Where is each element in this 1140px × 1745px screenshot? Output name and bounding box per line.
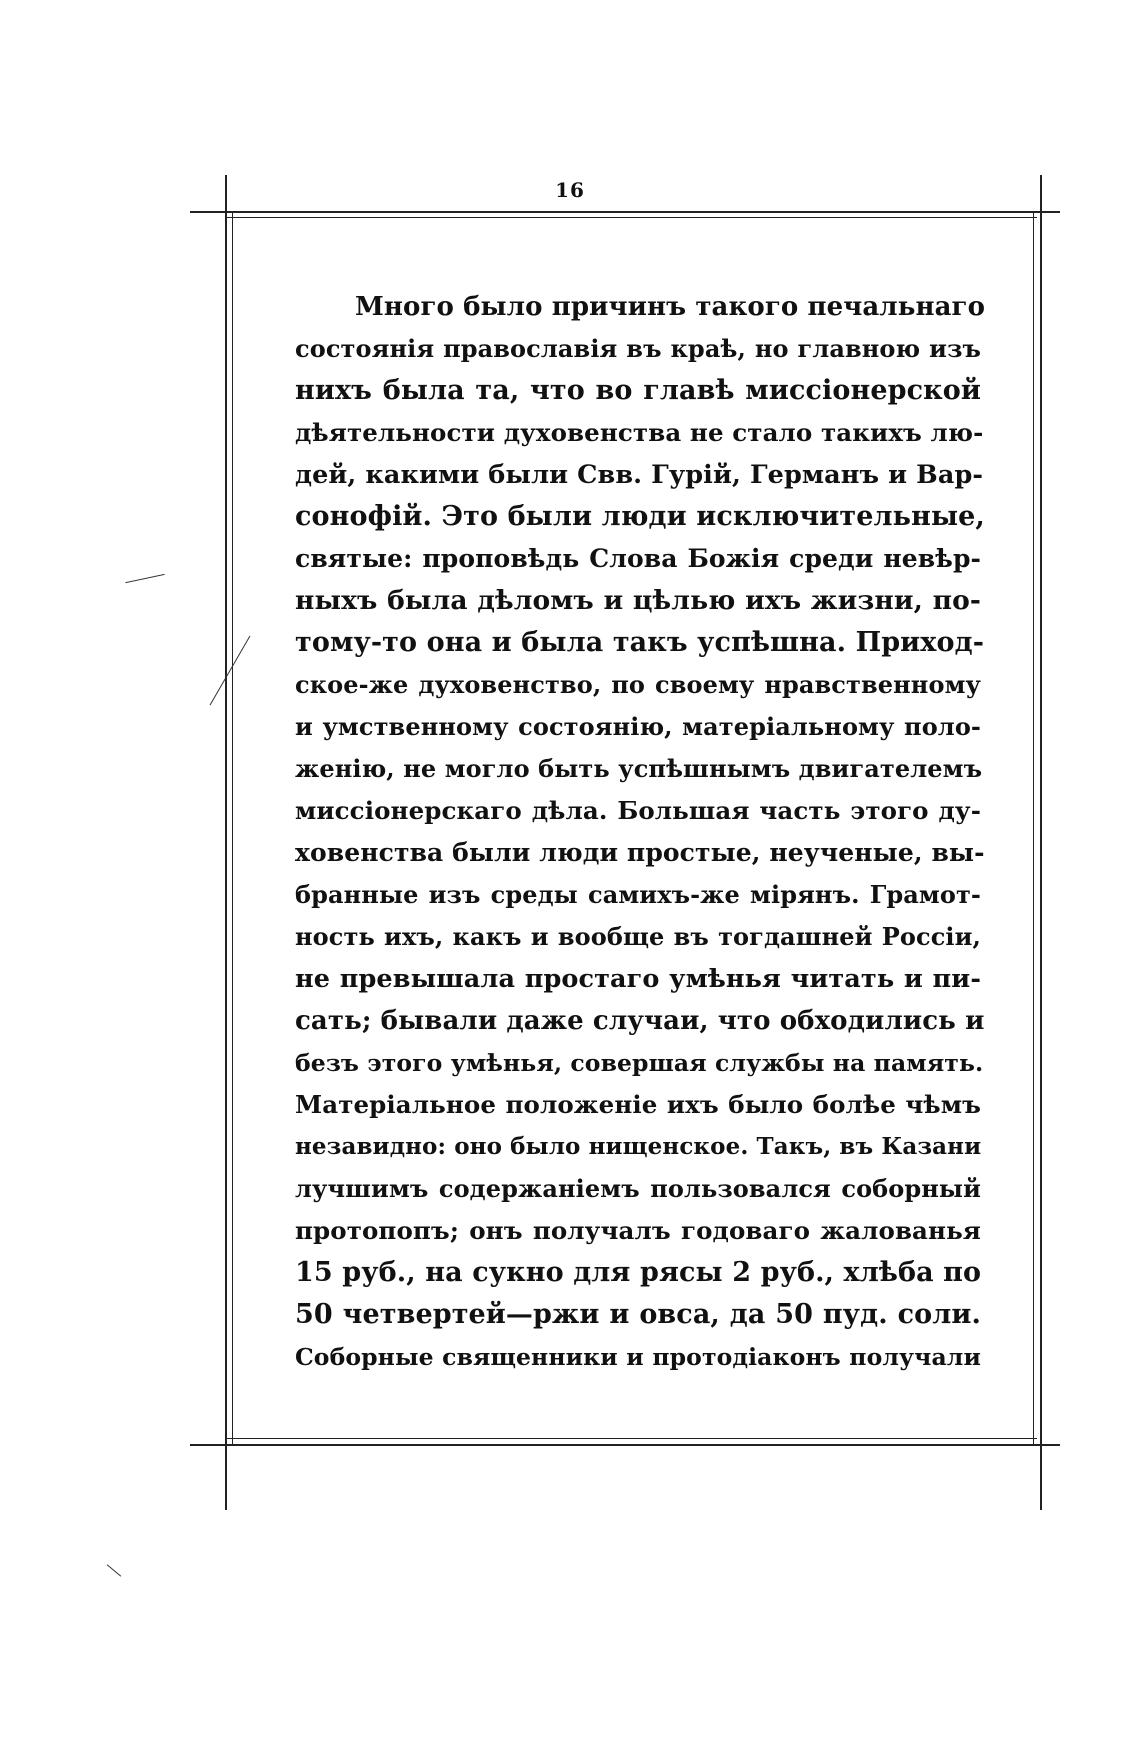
- text-line: протопопъ; онъ получалъ годоваго жалованья: [295, 1216, 981, 1245]
- body-text: [295, 286, 986, 1378]
- text-line: бранные изъ среды самихъ-же мірянъ. Грамот-: [295, 880, 981, 909]
- text-line: Много было причинъ такого печальнаго: [355, 292, 986, 322]
- text-line: 50 четвертей—ржи и овса, да 50 пуд. соли.: [295, 1299, 981, 1330]
- left-rule-outer: [225, 175, 227, 1510]
- right-rule-outer: [1040, 175, 1042, 1510]
- text-line: тому-то она и была такъ успѣшна. Приход-: [295, 627, 985, 658]
- pencil-mark-lower: [107, 1564, 121, 1576]
- left-rule-inner: [232, 211, 233, 1444]
- pencil-mark-diagonal: [210, 636, 251, 706]
- text-line: 15 руб., на сукно для рясы 2 руб., хлѣба по: [295, 1257, 982, 1288]
- text-line: лучшимъ содержаніемъ пользовался соборный: [295, 1174, 981, 1203]
- text-line: незавидно: оно было нищенское. Такъ, въ Казани: [295, 1133, 982, 1160]
- text-line: безъ этого умѣнья, совершая службы на память.: [295, 1049, 984, 1077]
- bottom-rule-outer: [190, 1444, 1060, 1446]
- top-rule-inner: [225, 217, 1037, 218]
- text-line: женію, не могло быть успѣшнымъ двигателемъ: [295, 754, 983, 783]
- text-line: не превышала простаго умѣнья читать и пи-: [295, 964, 981, 994]
- text-line: состоянія православія въ краѣ, но главною изъ: [295, 334, 981, 363]
- text-line: сать; бывали даже случаи, что обходились и: [295, 1006, 985, 1036]
- right-rule-inner: [1033, 211, 1034, 1444]
- text-line: Матеріальное положеніе ихъ было болѣе чѣмъ: [295, 1090, 981, 1119]
- top-rule-outer: [190, 211, 1060, 213]
- bottom-rule-inner: [225, 1438, 1037, 1439]
- text-line: Соборные священники и протодіаконъ получали: [295, 1343, 981, 1371]
- text-line: дей, какими были Свв. Гурій, Германъ и Вар-: [295, 460, 984, 490]
- text-line: ховенства были люди простые, неученые, вы-: [295, 838, 985, 867]
- text-line: и умственному состоянію, матеріальному поло-: [295, 712, 981, 741]
- text-line: святые: проповѣдь Слова Божія среди невѣр-: [295, 544, 981, 573]
- text-line: ныхъ была дѣломъ и цѣлью ихъ жизни, по-: [295, 585, 981, 616]
- text-line: ность ихъ, какъ и вообще въ тогдашней Россіи,: [295, 922, 981, 951]
- text-line: сонофій. Это были люди исключительные,: [295, 501, 985, 532]
- text-line: нихъ была та, что во главѣ миссіонерской: [295, 375, 981, 406]
- page-number: 16: [555, 178, 585, 202]
- text-line: миссіонерскаго дѣла. Большая часть этого ду-: [295, 796, 981, 825]
- text-line: ское-же духовенство, по своему нравственному: [295, 670, 981, 699]
- pencil-mark-upper: [125, 574, 164, 583]
- text-line: дѣятельности духовенства не стало такихъ лю-: [295, 418, 984, 447]
